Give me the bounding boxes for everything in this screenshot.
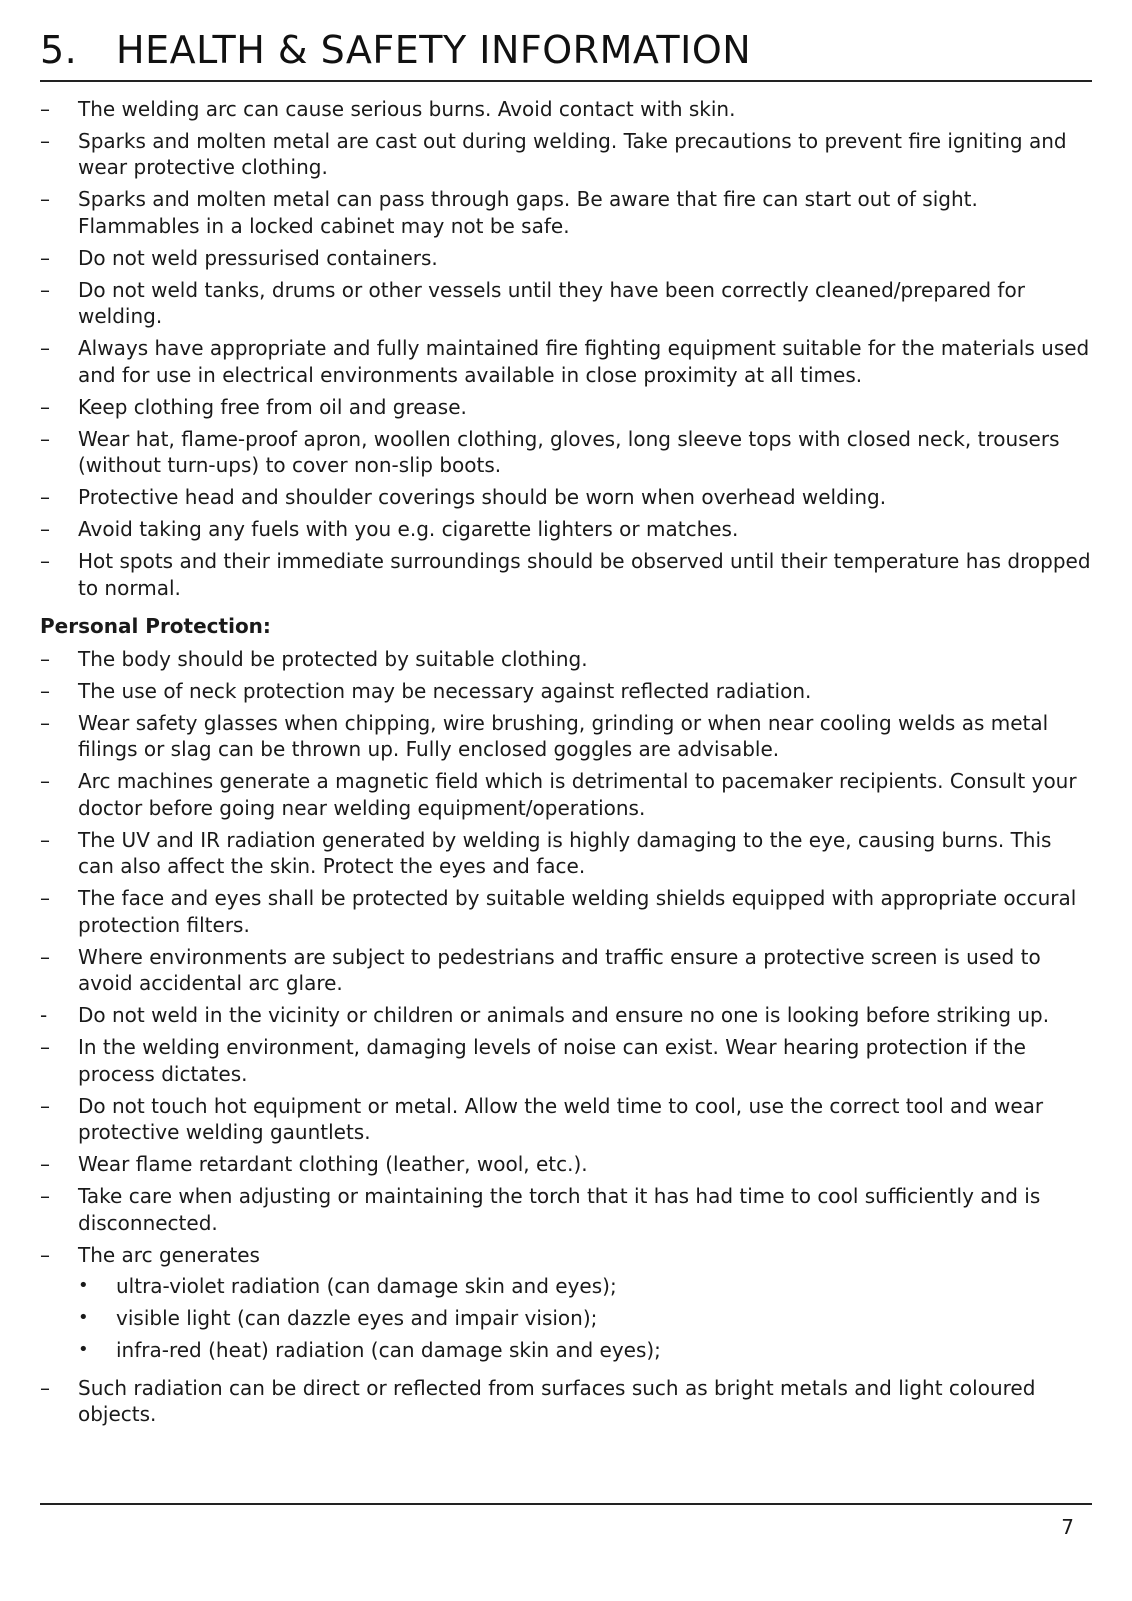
- list-item: [40, 96, 1092, 123]
- list-item-text: Sparks and molten metal are cast out during welding. Take precautions to prevent fire igniting and wear protective clothing.: [78, 128, 1067, 180]
- list-item: [40, 1375, 1092, 1428]
- list-item-text: Arc machines generate a magnetic field which is detrimental to pacemaker recipients. Consult your doctor before going near welding equipment/operations.: [78, 769, 1077, 820]
- list-item-text: The body should be protected by suitable clothing.: [78, 646, 588, 671]
- list-item: [40, 335, 1092, 388]
- section-header: [40, 28, 1092, 82]
- list-item: [40, 1183, 1092, 1236]
- dash-marker: –: [40, 277, 50, 302]
- list-item-text: The UV and IR radiation generated by welding is highly damaging to the eye, causing burns. This can also affect the skin. Protect the eyes and face.: [78, 827, 1052, 879]
- list-item-text: Wear flame retardant clothing (leather, wool, etc.).: [78, 1152, 588, 1177]
- list-item: [40, 885, 1092, 938]
- dash-marker: –: [40, 710, 50, 735]
- list-item-text: Hot spots and their immediate surroundings should be observed until their temperature has dropped to normal.: [78, 549, 1091, 600]
- dash-marker: –: [40, 944, 50, 969]
- list-item-text: Avoid taking any fuels with you e.g. cigarette lighters or matches.: [78, 517, 739, 542]
- list-item-text: In the welding environment, damaging levels of noise can exist. Wear hearing protection if the process dictates.: [78, 1035, 1026, 1086]
- list-item: [40, 768, 1092, 821]
- dash-marker: –: [40, 1184, 50, 1209]
- general-safety-list: [40, 96, 1092, 602]
- footer-divider: [40, 1503, 1092, 1505]
- sublist-item-text: ultra-violet radiation (can damage skin and eyes);: [116, 1274, 617, 1299]
- list-item-text: Do not touch hot equipment or metal. Allow the weld time to cool, use the correct tool and wear protective welding gauntlets.: [78, 1093, 1044, 1145]
- list-item: [40, 245, 1092, 272]
- dash-marker: –: [40, 245, 50, 270]
- list-item-text: The welding arc can cause serious burns. Avoid contact with skin.: [78, 96, 736, 121]
- dash-marker: –: [40, 1375, 50, 1400]
- personal-protection-list: [40, 646, 1092, 1428]
- list-item: [40, 827, 1092, 880]
- list-item: [40, 548, 1092, 601]
- bullet-marker: •: [78, 1339, 89, 1361]
- list-item: [40, 484, 1092, 511]
- dash-marker: –: [40, 517, 50, 542]
- list-item: [40, 1034, 1092, 1087]
- list-item: [40, 646, 1092, 673]
- dash-marker: –: [40, 769, 50, 794]
- list-item: [40, 186, 1092, 239]
- list-item: [40, 1093, 1092, 1146]
- bullet-marker: •: [78, 1275, 89, 1297]
- dash-marker: –: [40, 646, 50, 671]
- list-item: [40, 1151, 1092, 1178]
- list-item-text: Wear hat, flame-proof apron, woollen clothing, gloves, long sleeve tops with closed neck, trousers (without turn-ups) to cover non-slip boots.: [78, 426, 1060, 478]
- list-item-text: The face and eyes shall be protected by suitable welding shields equipped with appropriate occural protection filters.: [78, 886, 1077, 937]
- list-item: [40, 944, 1092, 997]
- dash-marker: –: [40, 336, 50, 361]
- sublist-item-text: visible light (can dazzle eyes and impair vision);: [116, 1306, 598, 1331]
- list-item-text: Do not weld pressurised containers.: [78, 245, 438, 270]
- list-item: [40, 277, 1092, 330]
- bullet-marker: •: [78, 1307, 89, 1329]
- dash-marker: –: [40, 187, 50, 212]
- dash-marker: –: [40, 1093, 50, 1118]
- sublist-item: [78, 1305, 1092, 1332]
- list-item-text: The use of neck protection may be necessary against reflected radiation.: [78, 678, 812, 703]
- list-item: [40, 426, 1092, 479]
- page-number: 7: [1061, 1515, 1074, 1539]
- dash-marker: –: [40, 426, 50, 451]
- sublist-item: [78, 1273, 1092, 1300]
- dash-marker: –: [40, 1035, 50, 1060]
- list-item: [40, 516, 1092, 543]
- list-item-text: Do not weld in the vicinity or children or animals and ensure no one is looking before striking up.: [78, 1003, 1050, 1028]
- sublist-item: [78, 1337, 1092, 1364]
- list-item: [40, 394, 1092, 421]
- list-item-text: Always have appropriate and fully maintained fire fighting equipment suitable for the materials used and for use in electrical environments available in close proximity at all times.: [78, 336, 1090, 387]
- list-item: [40, 128, 1092, 181]
- dash-marker: –: [40, 549, 50, 574]
- list-item-text: Do not weld tanks, drums or other vessels until they have been correctly cleaned/prepared for welding.: [78, 277, 1025, 329]
- list-item-text: Such radiation can be direct or reflected from surfaces such as bright metals and light coloured objects.: [78, 1375, 1036, 1427]
- arc-emissions-sublist: [78, 1273, 1092, 1364]
- list-item: [40, 678, 1092, 705]
- section-content: [40, 96, 1092, 1428]
- dash-marker: –: [40, 886, 50, 911]
- dash-marker: –: [40, 96, 50, 121]
- dash-marker: -: [40, 1003, 48, 1028]
- personal-protection-heading: Personal Protection:: [40, 614, 271, 639]
- dash-marker: –: [40, 128, 50, 153]
- list-item-text: Sparks and molten metal can pass through gaps. Be aware that fire can start out of sight. Flammables in a locked cabinet may not be safe.: [78, 187, 978, 238]
- list-item-text: Protective head and shoulder coverings should be worn when overhead welding.: [78, 485, 887, 510]
- list-item-text: Where environments are subject to pedestrians and traffic ensure a protective screen is used to avoid accidental arc glare.: [78, 944, 1041, 996]
- dash-marker: –: [40, 1242, 50, 1267]
- list-item: [40, 1242, 1092, 1370]
- sublist-item-text: infra-red (heat) radiation (can damage skin and eyes);: [116, 1338, 661, 1363]
- section-title: HEALTH & SAFETY INFORMATION: [116, 28, 752, 72]
- list-item-text: The arc generates: [78, 1242, 260, 1267]
- list-item-text: Take care when adjusting or maintaining the torch that it has had time to cool sufficiently and is disconnected.: [78, 1184, 1041, 1235]
- dash-marker: –: [40, 678, 50, 703]
- section-number: 5.: [40, 28, 78, 72]
- dash-marker: –: [40, 485, 50, 510]
- list-item: [40, 710, 1092, 763]
- dash-marker: –: [40, 1152, 50, 1177]
- list-item-text: Keep clothing free from oil and grease.: [78, 394, 467, 419]
- dash-marker: –: [40, 394, 50, 419]
- dash-marker: –: [40, 827, 50, 852]
- list-item-body: [78, 1242, 1092, 1370]
- document-page: [40, 28, 1092, 1433]
- list-item: [40, 1002, 1092, 1029]
- list-item-text: Wear safety glasses when chipping, wire brushing, grinding or when near cooling welds as metal filings or slag can be thrown up. Fully enclosed goggles are advisable.: [78, 710, 1049, 762]
